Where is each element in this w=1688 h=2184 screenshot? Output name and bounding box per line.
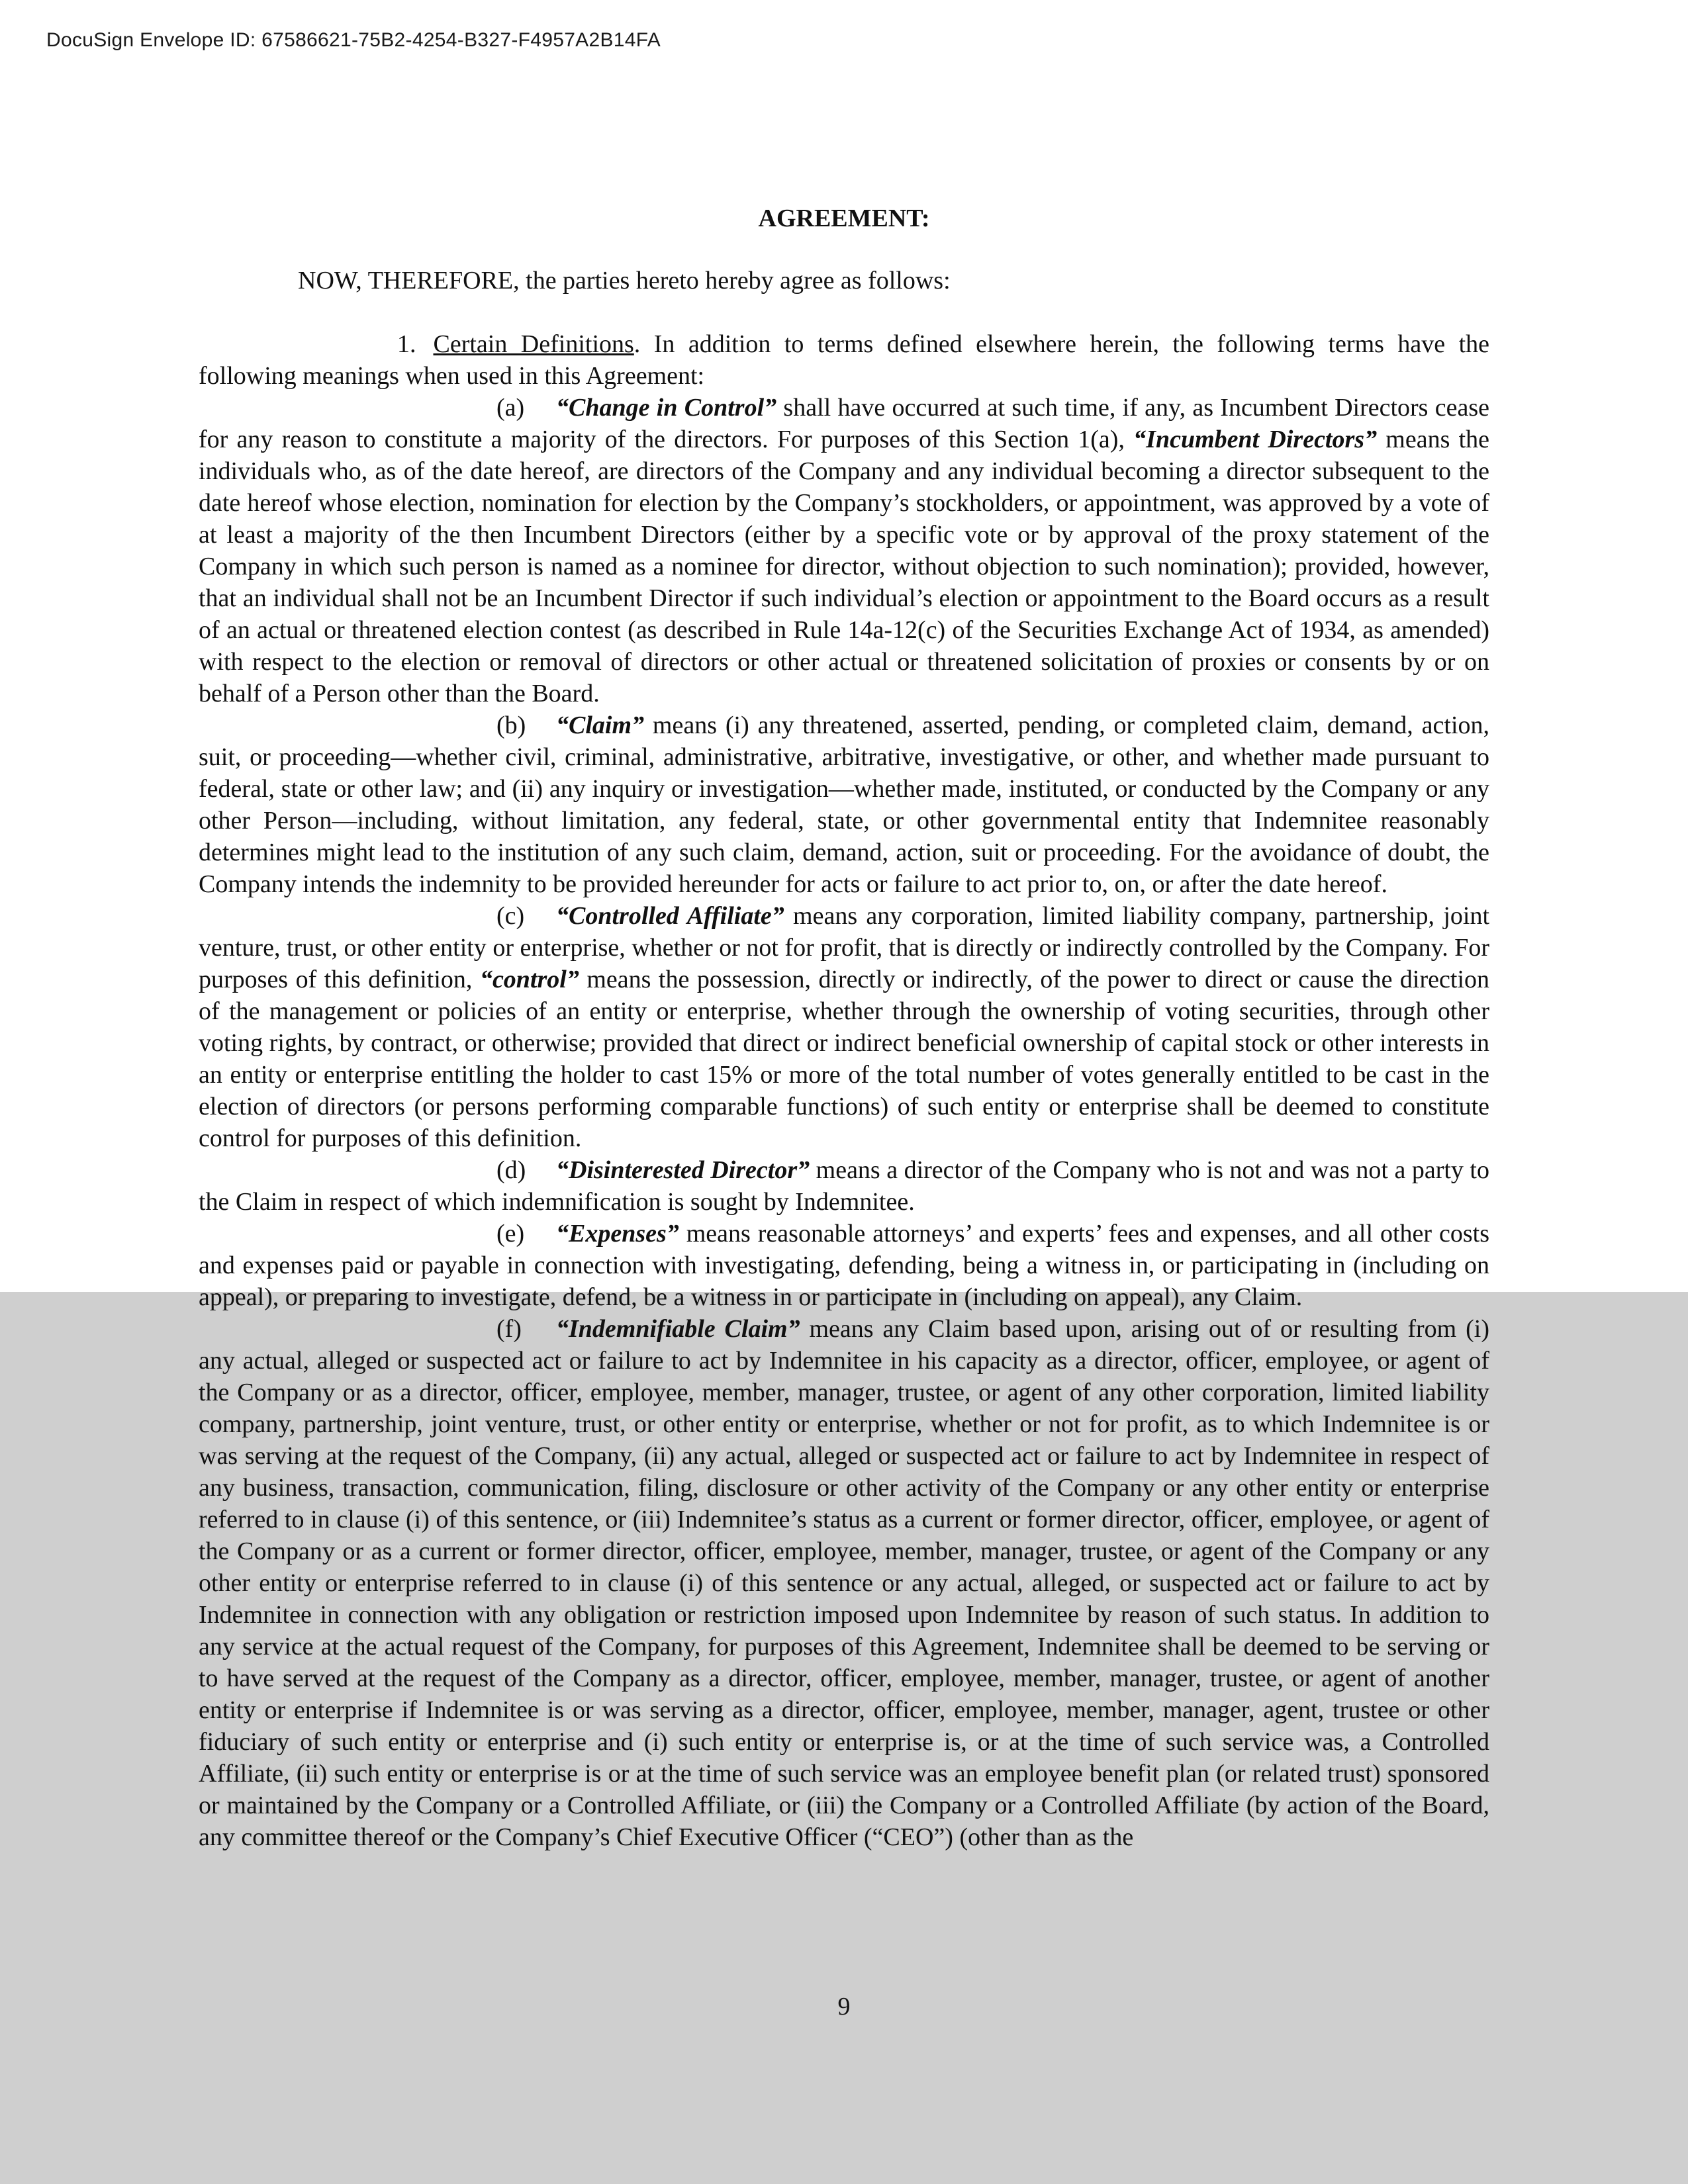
- defined-term: “Indemnifiable Claim”: [556, 1315, 800, 1343]
- intro-paragraph: NOW, THEREFORE, the parties hereto hereby agree as follows:: [298, 267, 951, 295]
- definition-text: shall have occurred at such time, if any, as Incumbent Directors cease for any reason to constitute a majority of the directors. For purposes of this Section 1(a),: [199, 394, 1490, 453]
- page-number: 9: [837, 1993, 851, 2021]
- definition-b: [199, 709, 1489, 900]
- defined-term: “Disinterested Director”: [556, 1156, 810, 1184]
- definition-d: [199, 1154, 1489, 1218]
- defined-term: “Change in Control”: [556, 394, 777, 422]
- defined-term: “Expenses”: [556, 1220, 679, 1248]
- definition-text: means (i) any threatened, asserted, pending, or completed claim, demand, action, suit, or proceeding—whether civil, criminal, administrative, arbitrative, investigative, or other, and whether made pursuant to federal, state or other law; and (ii) any inquiry or investigation—whether made, instituted, or conducted by the Company or any other Person—including, without limitation, any federal, state, or other governmental entity that Indemnitee reasonably determines might lead to the institution of any such claim, demand, action, suit or proceeding. For the avoidance of doubt, the Company intends the indemnity to be provided hereunder for acts or failure to act prior to, on, or after the date hereof.: [199, 711, 1489, 898]
- defined-term: “Controlled Affiliate”: [556, 902, 784, 930]
- definition-f: [199, 1313, 1489, 1853]
- defined-term: “Claim”: [556, 711, 645, 739]
- section-title: Certain Definitions: [433, 330, 634, 358]
- agreement-heading: AGREEMENT:: [758, 205, 930, 232]
- definition-text: means a director of the Company who is not and was not a party to the Claim in respect of which indemnification is sought by Indemnitee.: [199, 1156, 1489, 1216]
- definition-label: (d): [496, 1156, 526, 1184]
- section-1: [199, 328, 1489, 392]
- definition-text: means reasonable attorneys’ and experts’ fees and expenses, and all other costs and expenses paid or payable in connection with investigating, defending, being a witness in, or participating in (including on appeal), or preparing to investigate, defend, be a witness in or participate in (including on appeal), any Claim.: [199, 1220, 1489, 1311]
- definition-text: means the possession, directly or indirectly, of the power to direct or cause the direction of the management or policies of an entity or enterprise, whether through the ownership of voting securities, through other voting rights, by contract, or otherwise; provided that direct or indirect beneficial ownership of capital stock or other interests in an entity or enterprise entitling the holder to cast 15% or more of the total number of votes generally entitled to be cast in the election of directors (or persons performing comparable functions) of such entity or enterprise shall be deemed to constitute control for purposes of this definition.: [199, 966, 1489, 1152]
- definition-text: means any corporation, limited liability company, partnership, joint venture, trust, or other entity or enterprise, whether or not for profit, that is directly or indirectly controlled by the Company. For purposes of this definition,: [199, 902, 1490, 993]
- definition-a: [199, 392, 1489, 709]
- envelope-id: DocuSign Envelope ID: 67586621-75B2-4254-B327-F4957A2B14FA: [46, 29, 661, 51]
- definition-c: [199, 900, 1489, 1154]
- definition-label: (e): [496, 1220, 525, 1248]
- definition-text: means the individuals who, as of the date hereof, are directors of the Company and any individual becoming a director subsequent to the date hereof whose election, nomination for election by the Company’s stockholders, or appointment, was approved by a vote of at least a majority of the then Incumbent Directors (either by a specific vote or by approval of the proxy statement of the Company in which such person is named as a nominee for director, without objection to such nomination); provided, however, that an individual shall not be an Incumbent Director if such individual’s election or appointment to the Board occurs as a result of an actual or threatened election contest (as described in Rule 14a-12(c) of the Securities Exchange Act of 1934, as amended) with respect to the election or removal of directors or other actual or threatened solicitation of proxies or consents by or on behalf of a Person other than the Board.: [199, 426, 1489, 707]
- definition-label: (b): [496, 711, 526, 739]
- definition-label: (f): [496, 1315, 522, 1343]
- definition-label: (a): [496, 394, 525, 422]
- definition-label: (c): [496, 902, 525, 930]
- definition-e: [199, 1218, 1489, 1313]
- section-number: 1.: [397, 330, 416, 358]
- defined-term: “control”: [479, 966, 579, 993]
- defined-term: “Incumbent Directors”: [1133, 426, 1378, 453]
- definition-text: means any Claim based upon, arising out of or resulting from (i) any actual, alleged or suspected act or failure to act by Indemnitee in his capacity as a director, officer, employee, or agent of the Company or as a director, officer, employee, member, manager, trustee, or agent of any other corporation, limited liability company, partnership, joint venture, trust, or other entity or enterprise, whether or not for profit, as to which Indemnitee is or was serving at the request of the Company, (ii) any actual, alleged or suspected act or failure to act by Indemnitee in respect of any business, transaction, communication, filing, disclosure or other activity of the Company or any other entity or enterprise referred to in clause (i) of this sentence, or (iii) Indemnitee’s status as a current or former director, officer, employee, or agent of the Company or as a current or former director, officer, employee, member, manager, trustee, or agent of the Company or any other entity or enterprise referred to in clause (i) of this sentence or any actual, alleged, or suspected act or failure to act by Indemnitee in connection with any obligation or restriction imposed upon Indemnitee by reason of such status. In addition to any service at the actual request of the Company, for purposes of this Agreement, Indemnitee shall be deemed to be serving or to have served at the request of the Company as a director, officer, employee, member, manager, trustee, or agent of another entity or enterprise if Indemnitee is or was serving as a director, officer, employee, member, manager, agent, trustee or other fiduciary of such entity or enterprise and (i) such entity or enterprise is, or at the time of such service was, a Controlled Affiliate, (ii) such entity or enterprise is or at the time of such service was an employee benefit plan (or related trust) sponsored or maintained by the Company or a Controlled Affiliate, or (iii) the Company or a Controlled Affiliate (by action of the Board, any committee thereof or the Company’s Chief Executive Officer (“CEO”) (other than as the: [199, 1315, 1489, 1851]
- section-text: . In addition to terms defined elsewhere herein, the following terms have the following meanings when used in this Agreement:: [199, 330, 1489, 390]
- document-body: [199, 328, 1489, 1853]
